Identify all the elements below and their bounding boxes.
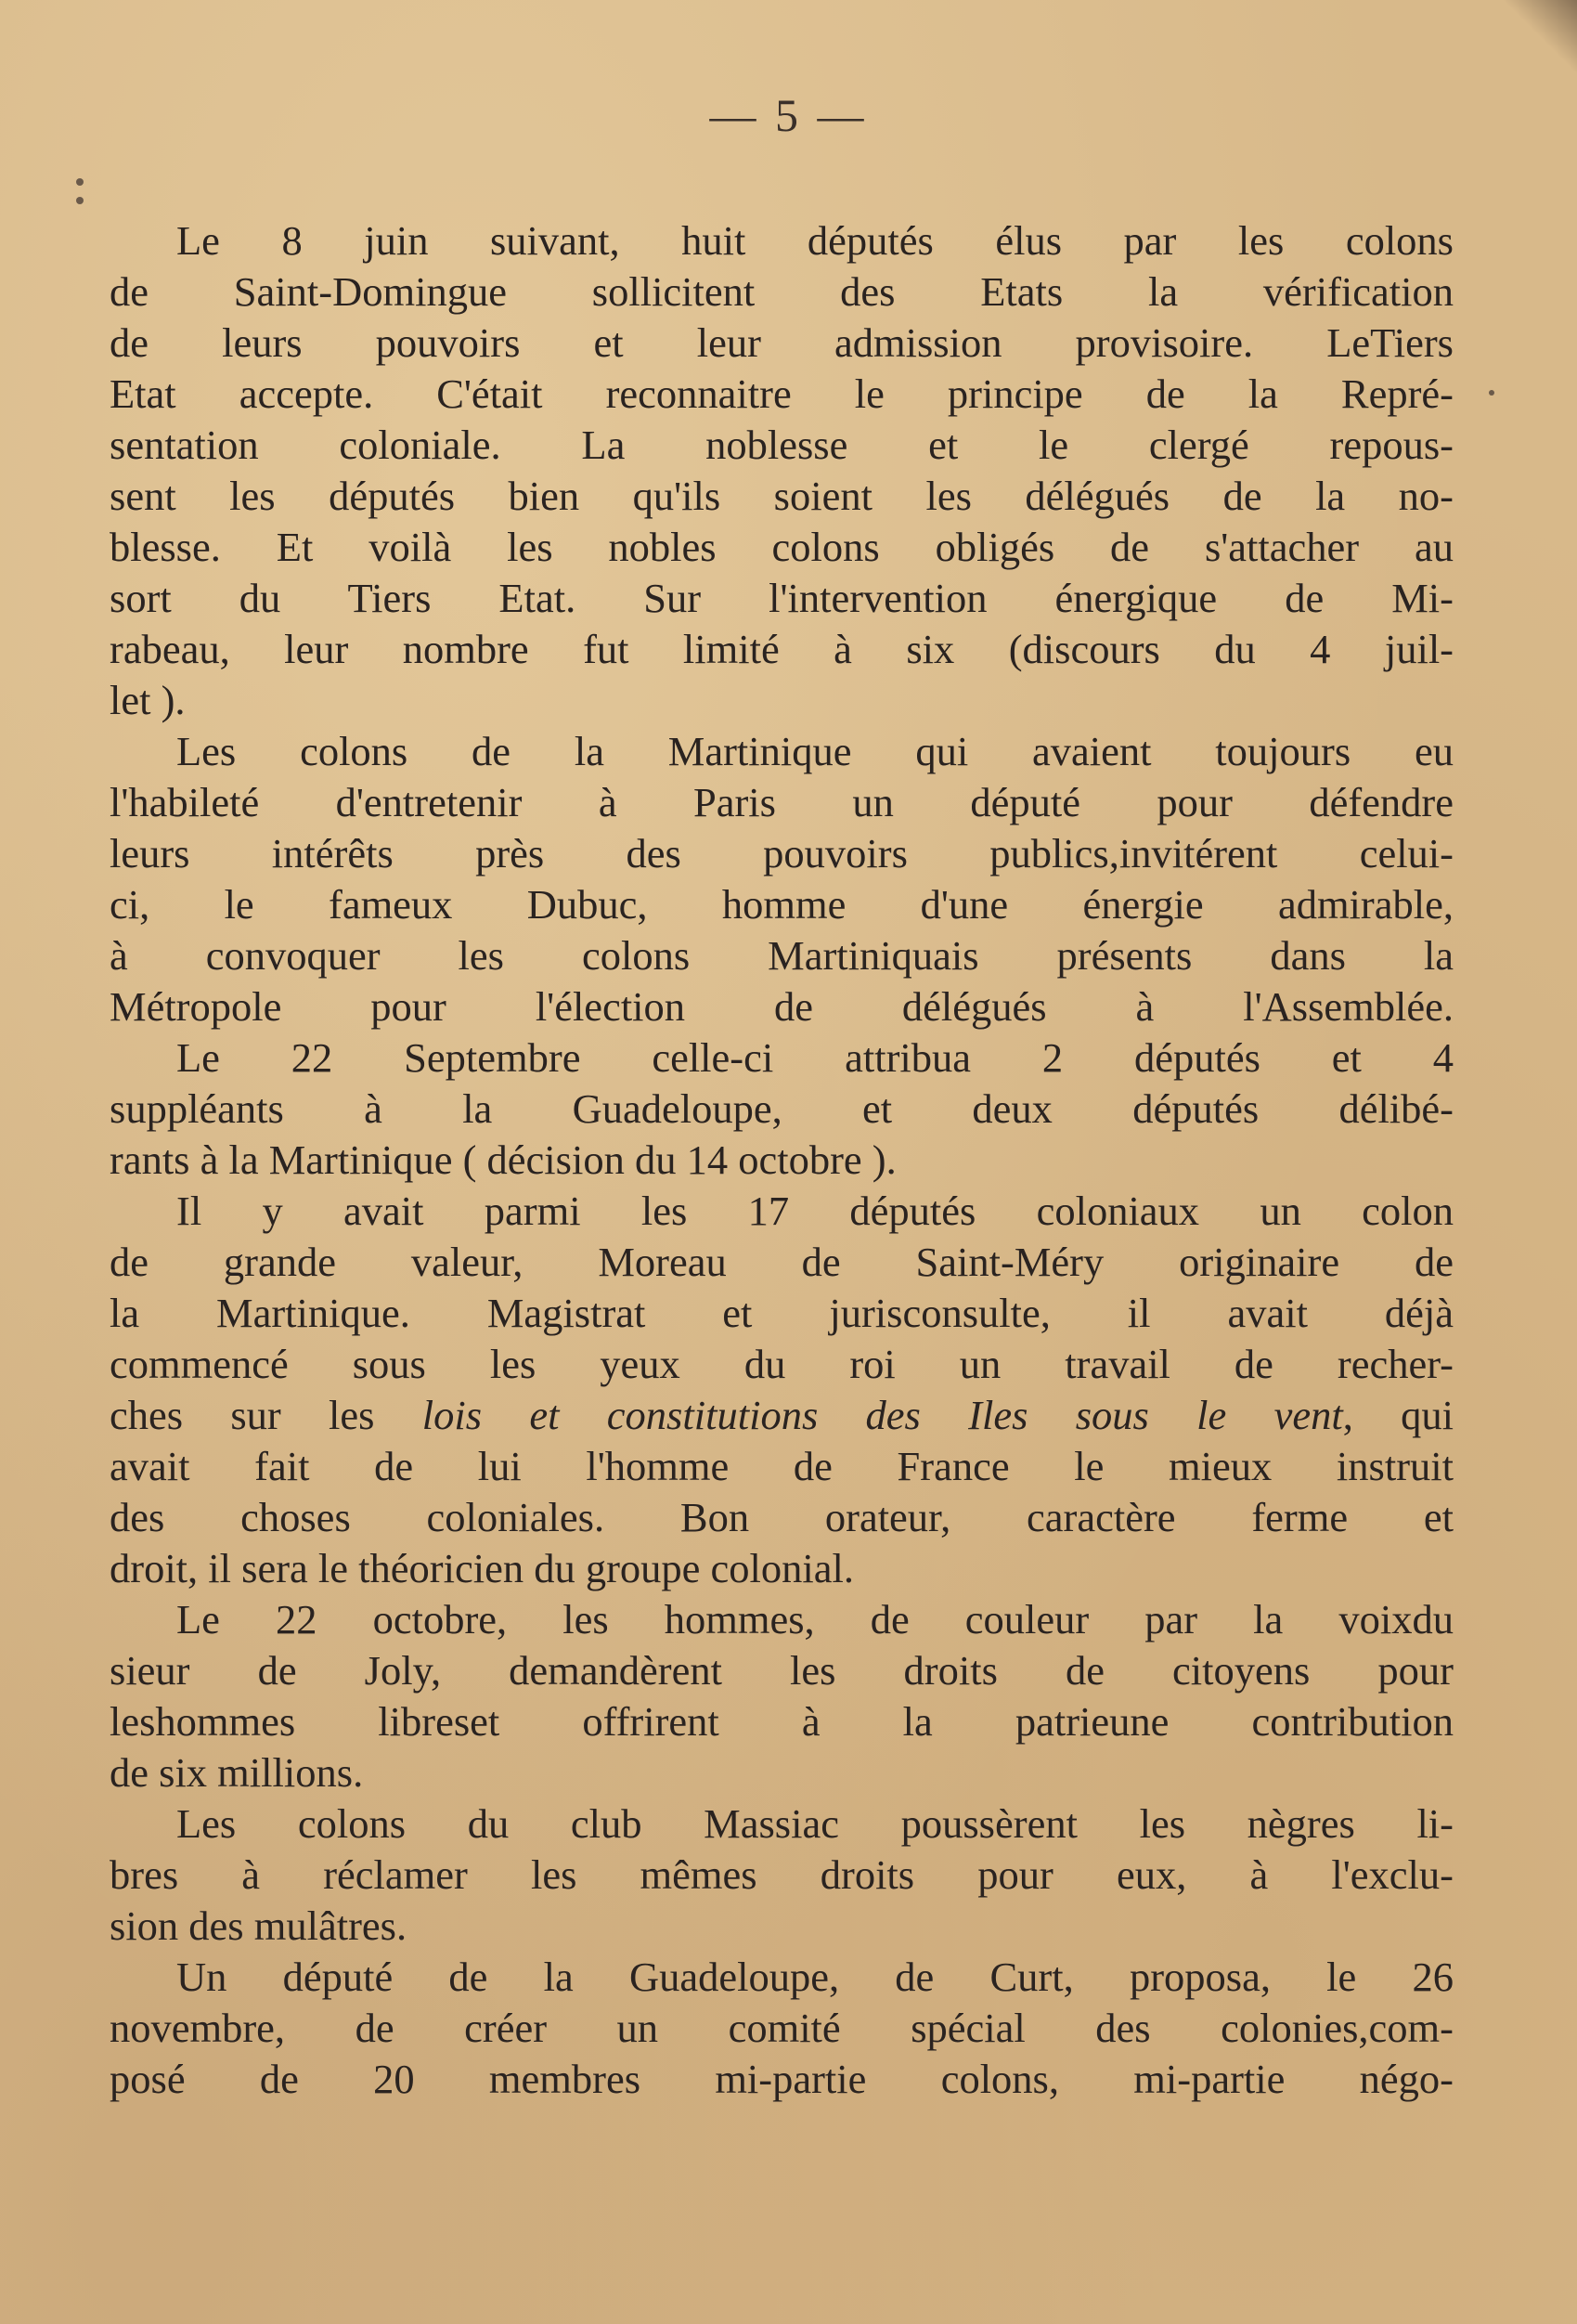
text-line: Les colons de la Martinique qui avaient toujours eu bbox=[176, 728, 1454, 774]
text-line: novembre, de créer un comité spécial des colonies,com- bbox=[110, 2005, 1454, 2051]
margin-speck bbox=[76, 178, 84, 186]
text-line: de Saint-Domingue sollicitent des Etats la vérification bbox=[110, 268, 1454, 315]
text-line bbox=[110, 1390, 1454, 1441]
text-line: let ). bbox=[110, 677, 186, 723]
text-line: de leurs pouvoirs et leur admission provisoire. LeTiers bbox=[110, 319, 1454, 366]
text-line: suppléants à la Guadeloupe, et deux députés délibé- bbox=[110, 1085, 1454, 1132]
text-line: Le 8 juin suivant, huit députés élus par les colons bbox=[176, 217, 1454, 264]
text-line: leurs intérêts près des pouvoirs publics,invitérent celui- bbox=[110, 830, 1454, 876]
italic-title: lois et constitutions des Iles sous le vent bbox=[421, 1392, 1343, 1438]
text-line: Un député de la Guadeloupe, de Curt, proposa, le 26 bbox=[176, 1954, 1454, 2000]
text-line: rants à la Martinique ( décision du 14 octobre ). bbox=[110, 1136, 897, 1183]
text-line: sort du Tiers Etat. Sur l'intervention énergique de Mi- bbox=[110, 575, 1454, 621]
text-line: Les colons du club Massiac poussèrent les nègres li- bbox=[176, 1800, 1454, 1847]
margin-speck bbox=[76, 197, 84, 204]
text-line: la Martinique. Magistrat et jurisconsulte, il avait déjà bbox=[110, 1290, 1454, 1336]
text-line: de grande valeur, Moreau de Saint-Méry originaire de bbox=[110, 1239, 1454, 1285]
text-line: avait fait de lui l'homme de France le mieux instruit bbox=[110, 1443, 1454, 1489]
text-line: de six millions. bbox=[110, 1749, 364, 1796]
text-line: ci, le fameux Dubuc, homme d'une énergie admirable, bbox=[110, 881, 1454, 928]
text-line: Le 22 Septembre celle-ci attribua 2 députés et 4 bbox=[176, 1034, 1454, 1081]
text-line: Métropole pour l'élection de délégués à l'Assemblée. bbox=[110, 983, 1454, 1030]
text-segment: ches sur les bbox=[110, 1392, 422, 1438]
text-line: à convoquer les colons Martiniquais présents dans la bbox=[110, 932, 1454, 979]
text-line: leshommes libreset offrirent à la patrieune contribution bbox=[110, 1698, 1454, 1745]
body-text bbox=[110, 215, 1454, 2105]
text-line: blesse. Et voilà les nobles colons obligés de s'attacher au bbox=[110, 524, 1454, 570]
margin-speck bbox=[1489, 390, 1494, 396]
text-line: des choses coloniales. Bon orateur, caractère ferme et bbox=[110, 1494, 1454, 1540]
text-line: droit, il sera le théoricien du groupe colonial. bbox=[110, 1545, 854, 1591]
text-line: sentation coloniale. La noblesse et le clergé repous- bbox=[110, 422, 1454, 468]
text-line: commencé sous les yeux du roi un travail de recher- bbox=[110, 1341, 1454, 1387]
text-line: Etat accepte. C'était reconnaitre le principe de la Repré- bbox=[110, 370, 1454, 417]
text-line: l'habileté d'entretenir à Paris un député pour défendre bbox=[110, 779, 1454, 825]
text-line: Le 22 octobre, les hommes, de couleur par la voixdu bbox=[176, 1596, 1454, 1642]
text-line: posé de 20 membres mi-partie colons, mi-partie négo- bbox=[110, 2056, 1454, 2102]
text-line: sent les députés bien qu'ils soient les délégués de la no- bbox=[110, 473, 1454, 519]
text-line: sieur de Joly, demandèrent les droits de citoyens pour bbox=[110, 1647, 1454, 1694]
text-line: Il y avait parmi les 17 députés coloniaux un colon bbox=[176, 1188, 1454, 1234]
text-segment: , qui bbox=[1342, 1392, 1454, 1438]
text-line: bres à réclamer les mêmes droits pour eux, à l'exclu- bbox=[110, 1851, 1454, 1898]
text-line: rabeau, leur nombre fut limité à six (discours du 4 juil- bbox=[110, 626, 1454, 672]
text-line: sion des mulâtres. bbox=[110, 1902, 407, 1949]
page-number: — 5 — bbox=[709, 89, 868, 141]
